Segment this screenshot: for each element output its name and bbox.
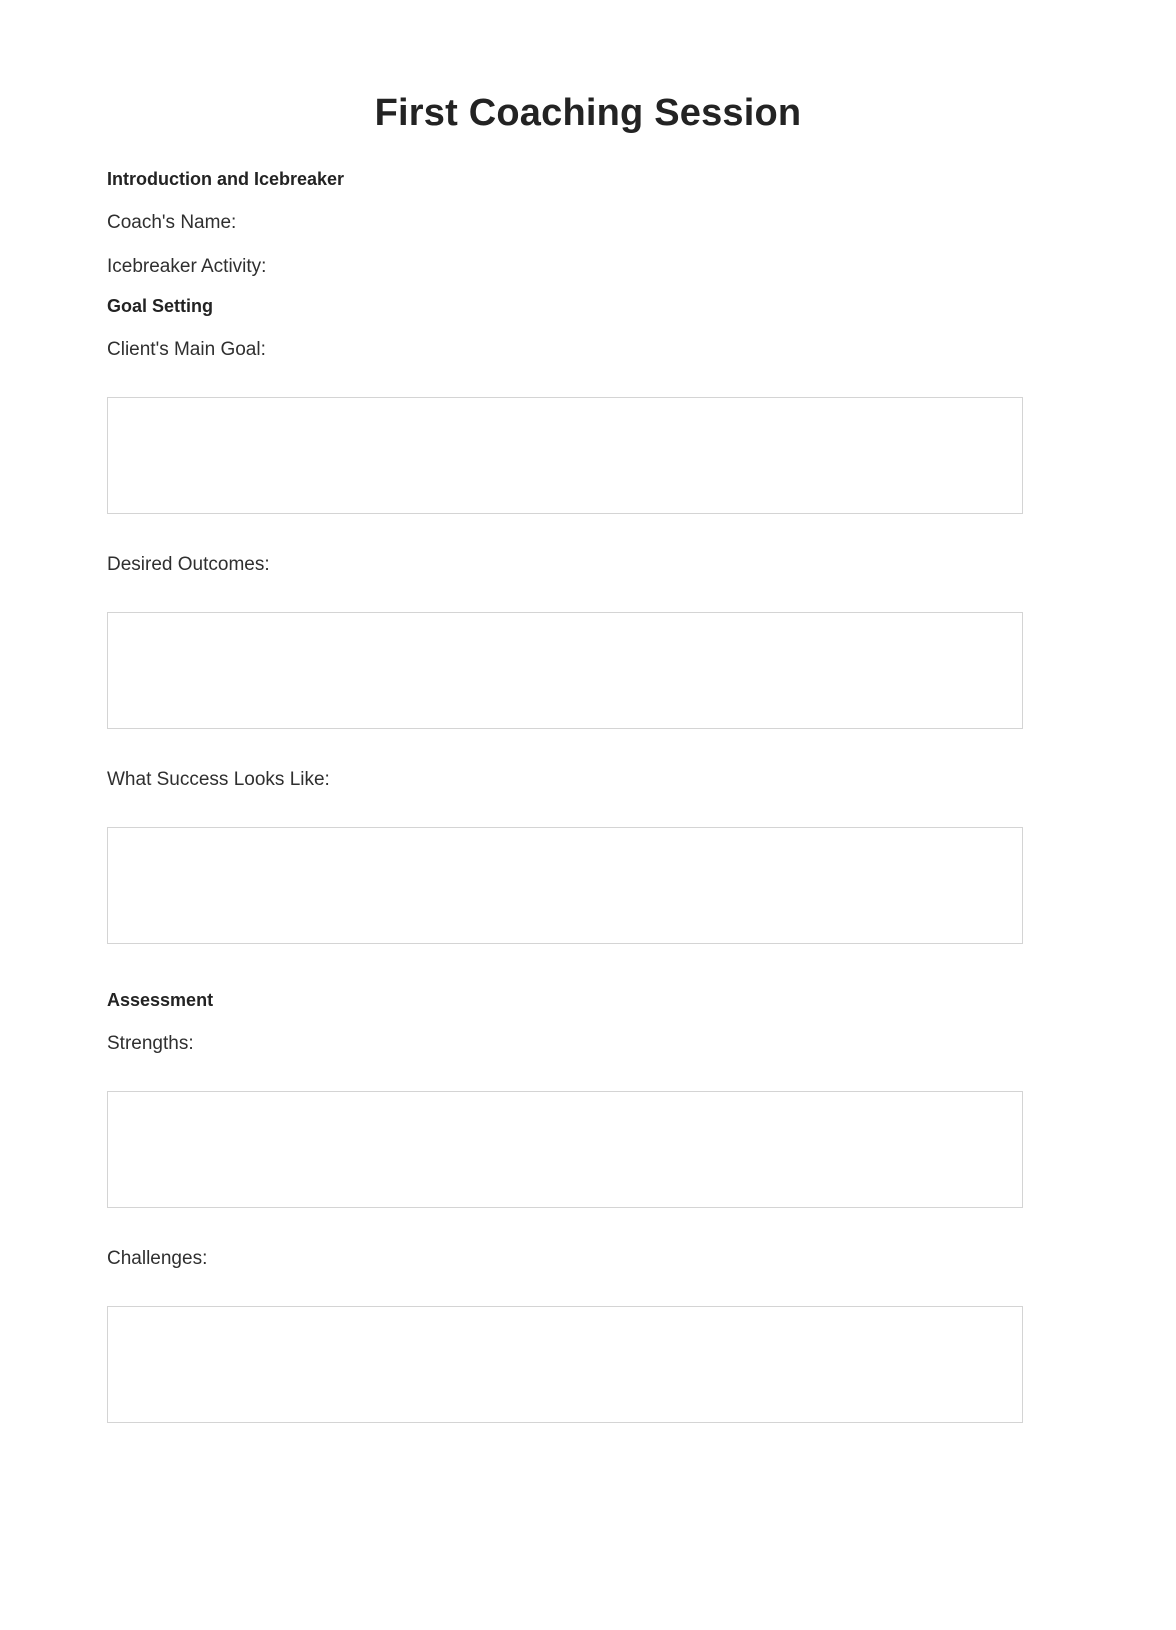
section-heading: Introduction and Icebreaker (107, 169, 345, 189)
answer-box-clients-main-goal[interactable] (107, 397, 1023, 514)
spacer (107, 190, 1069, 212)
section-goal-setting (107, 296, 1069, 944)
spacer (107, 1208, 1069, 1248)
field-label-strengths: Strengths: (107, 1033, 194, 1054)
document-body (0, 169, 1176, 1423)
page-title: First Coaching Session (374, 92, 802, 134)
field-label-what-success-looks-like: What Success Looks Like: (107, 769, 330, 790)
section-heading: Goal Setting (107, 296, 214, 316)
spacer (107, 791, 1069, 827)
spacer (107, 576, 1069, 612)
section-introduction-and-icebreaker (107, 169, 1069, 278)
field-label-coachs-name: Coach's Name: (107, 212, 237, 233)
spacer (107, 1055, 1069, 1091)
section-assessment (107, 990, 1069, 1423)
field-label-desired-outcomes: Desired Outcomes: (107, 554, 270, 575)
answer-box-desired-outcomes[interactable] (107, 612, 1023, 729)
spacer (107, 729, 1069, 769)
title-spacer (0, 135, 1176, 169)
field-label-challenges: Challenges: (107, 1248, 208, 1269)
spacer (107, 278, 1069, 296)
spacer (107, 514, 1069, 554)
answer-box-what-success-looks-like[interactable] (107, 827, 1023, 944)
spacer (107, 234, 1069, 256)
answer-box-strengths[interactable] (107, 1091, 1023, 1208)
answer-box-challenges[interactable] (107, 1306, 1023, 1423)
spacer (107, 361, 1069, 397)
field-label-clients-main-goal: Client's Main Goal: (107, 339, 266, 360)
field-label-icebreaker-activity: Icebreaker Activity: (107, 256, 267, 277)
section-heading: Assessment (107, 990, 214, 1010)
spacer (107, 317, 1069, 339)
spacer (107, 1011, 1069, 1033)
spacer (107, 1270, 1069, 1306)
spacer (107, 944, 1069, 990)
